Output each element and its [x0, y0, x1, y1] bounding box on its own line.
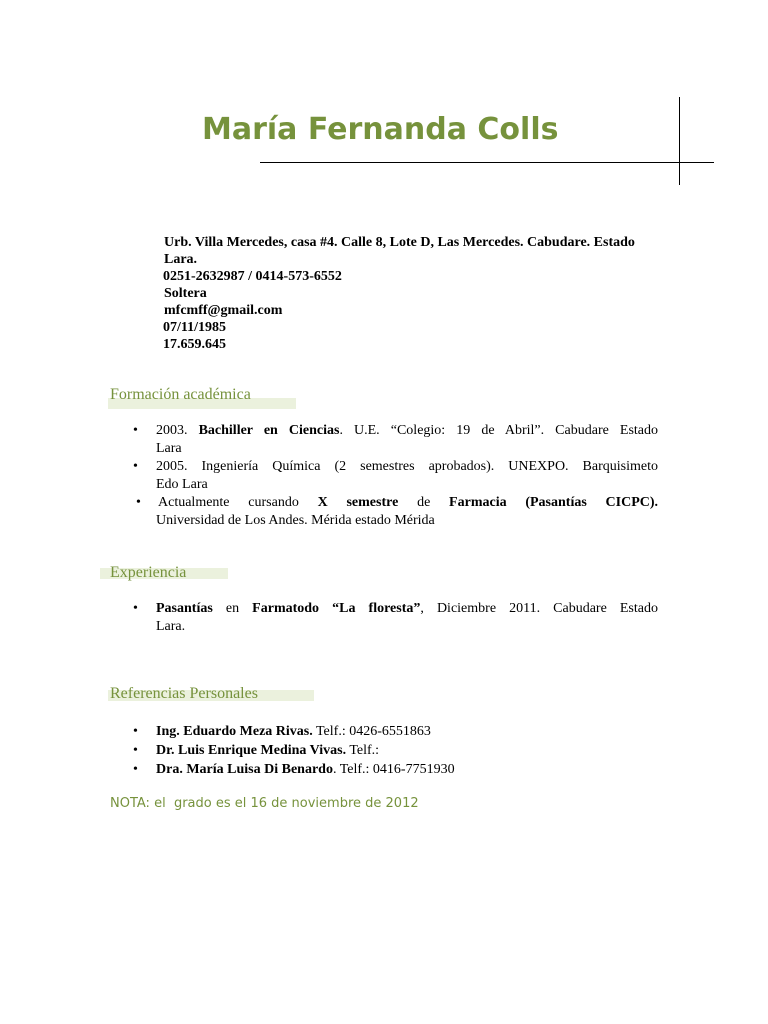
- list-item: • 2005. Ingeniería Química (2 semestres aprobados). UNEXPO. Barquisimeto Edo Lara: [133, 459, 658, 492]
- header-vertical-rule: [679, 97, 680, 185]
- page-title: María Fernanda Colls: [202, 112, 559, 147]
- list-item: • Actualmente cursando X semestre de Farmacia (Pasantías CICPC). Universidad de Los Andes. Mérida estado Mérida: [136, 495, 659, 528]
- birth-date: 07/11/1985: [163, 320, 227, 335]
- experience-heading: Experiencia: [110, 564, 187, 581]
- list-item: • Dra. María Luisa Di Benardo. Telf.: 0416-7751930: [133, 762, 455, 777]
- education-list: [133, 422, 659, 530]
- bullet-icon: •: [133, 762, 138, 777]
- bullet-icon: •: [133, 743, 138, 758]
- bullet-icon: •: [133, 724, 138, 739]
- id-number: 17.659.645: [163, 337, 226, 352]
- list-item: • Dr. Luis Enrique Medina Vivas. Telf.:: [133, 743, 380, 758]
- address-line-2: Lara.: [164, 252, 198, 267]
- list-item: • 2003. Bachiller en Ciencias. U.E. “Colegio: 19 de Abril”. Cabudare Estado Lara: [133, 423, 658, 456]
- bullet-icon: •: [136, 495, 141, 510]
- list-item: • Pasantías en Farmatodo “La floresta”, Diciembre 2011. Cabudare Estado Lara.: [133, 601, 658, 634]
- references-list: [133, 722, 658, 779]
- email-address: mfcmff@gmail.com: [164, 303, 283, 318]
- references-heading: Referencias Personales: [110, 685, 258, 702]
- education-heading: Formación académica: [110, 386, 251, 403]
- graduation-note: NOTA: el grado es el 16 de noviembre de 2012: [110, 796, 419, 811]
- marital-status: Soltera: [164, 286, 207, 301]
- address-line-1: Urb. Villa Mercedes, casa #4. Calle 8, Lote D, Las Mercedes. Cabudare. Estado: [164, 235, 635, 250]
- list-item: • Ing. Eduardo Meza Rivas. Telf.: 0426-6551863: [133, 724, 431, 739]
- contact-block: [164, 234, 694, 353]
- bullet-icon: •: [133, 601, 138, 616]
- bullet-icon: •: [133, 459, 138, 474]
- phone-numbers: 0251-2632987 / 0414-573-6552: [163, 269, 342, 284]
- header-horizontal-rule: [260, 162, 714, 163]
- bullet-icon: •: [133, 423, 138, 438]
- experience-list: [133, 600, 658, 636]
